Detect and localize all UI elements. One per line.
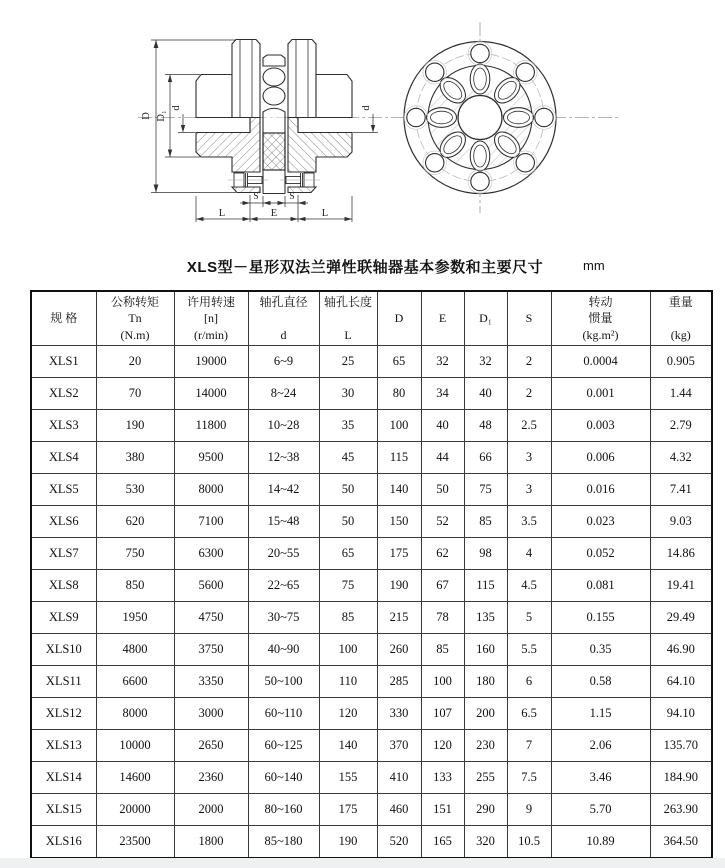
value-cell: 180 [464,666,507,698]
value-cell: 330 [377,698,421,730]
value-cell: 8~24 [248,378,319,410]
value-cell: 135.70 [650,730,712,762]
model-cell: XLS9 [31,602,96,634]
value-cell: 320 [464,826,507,859]
value-cell: 0.052 [551,538,650,570]
value-cell: 3000 [174,698,248,730]
value-cell: 2.79 [650,410,712,442]
model-cell: XLS13 [31,730,96,762]
value-cell: 140 [377,474,421,506]
value-cell: 32 [464,346,507,378]
value-cell: 4800 [96,634,174,666]
left-section-hatch [196,118,260,173]
column-header: 公称转矩 Tn (N.m) [96,291,174,346]
model-cell: XLS16 [31,826,96,859]
model-cell: XLS12 [31,698,96,730]
front-view [357,42,609,226]
value-cell: 9 [507,794,551,826]
value-cell: 40 [464,378,507,410]
right-flange-outline [288,40,316,118]
value-cell: 85 [464,506,507,538]
value-cell: 190 [377,570,421,602]
value-cell: 44 [421,442,464,474]
value-cell: 0.35 [551,634,650,666]
value-cell: 40~90 [248,634,319,666]
left-hub-outline [196,75,232,118]
value-cell: 15~48 [248,506,319,538]
value-cell: 2 [507,378,551,410]
value-cell: 1950 [96,602,174,634]
value-cell: 4.5 [507,570,551,602]
value-cell: 6 [507,666,551,698]
dim-label-L-right: L [321,208,329,219]
value-cell: 7.41 [650,474,712,506]
value-cell: 65 [377,346,421,378]
value-cell: 165 [421,826,464,859]
value-cell: 20~55 [248,538,319,570]
value-cell: 25 [319,346,377,378]
spec-table-head [31,291,712,346]
value-cell: 75 [464,474,507,506]
dim-label-D1: D₁ [156,110,167,122]
value-cell: 30~75 [248,602,319,634]
value-cell: 14.86 [650,538,712,570]
value-cell: 60~110 [248,698,319,730]
value-cell: 6.5 [507,698,551,730]
dim-label-L-left: L [218,208,226,219]
value-cell: 75 [319,570,377,602]
value-cell: 115 [377,442,421,474]
column-header: D [377,291,421,346]
value-cell: 78 [421,602,464,634]
value-cell: 1.15 [551,698,650,730]
table-row [31,474,712,506]
column-header: 许用转速 [n] (r/min) [174,291,248,346]
value-cell: 0.58 [551,666,650,698]
value-cell: 2 [507,346,551,378]
value-cell: 30 [319,378,377,410]
value-cell: 110 [319,666,377,698]
side-view [196,40,352,194]
value-cell: 175 [319,794,377,826]
value-cell: 20000 [96,794,174,826]
value-cell: 2.5 [507,410,551,442]
value-cell: 67 [421,570,464,602]
value-cell: 155 [319,762,377,794]
value-cell: 8000 [174,474,248,506]
value-cell: 98 [464,538,507,570]
value-cell: 19.41 [650,570,712,602]
model-cell: XLS14 [31,762,96,794]
value-cell: 50 [319,506,377,538]
value-cell: 40 [421,410,464,442]
value-cell: 3 [507,474,551,506]
model-cell: XLS10 [31,634,96,666]
value-cell: 20 [96,346,174,378]
model-cell: XLS7 [31,538,96,570]
value-cell: 0.905 [650,346,712,378]
value-cell: 1.44 [650,378,712,410]
value-cell: 133 [421,762,464,794]
value-cell: 52 [421,506,464,538]
column-header: D₁ [464,291,507,346]
value-cell: 10.5 [507,826,551,859]
column-header: 转动 惯量 (kg.m²) [551,291,650,346]
model-cell: XLS3 [31,410,96,442]
value-cell: 620 [96,506,174,538]
column-header: S [507,291,551,346]
value-cell: 3.5 [507,506,551,538]
table-row [31,634,712,666]
value-cell: 3 [507,442,551,474]
value-cell: 62 [421,538,464,570]
unit-label: mm [583,258,605,273]
dim-label-d-right: d [361,105,372,111]
value-cell: 150 [377,506,421,538]
value-cell: 100 [421,666,464,698]
center-bore-circle [458,96,502,140]
dim-label-E: E [270,208,278,219]
value-cell: 80 [377,378,421,410]
value-cell: 2650 [174,730,248,762]
column-header: 重量 (kg) [650,291,712,346]
column-header: 轴孔长度 L [319,291,377,346]
right-section-hatch [288,118,352,173]
model-cell: XLS4 [31,442,96,474]
value-cell: 11800 [174,410,248,442]
value-cell: 0.023 [551,506,650,538]
value-cell: 460 [377,794,421,826]
column-header: 规 格 [31,291,96,346]
value-cell: 115 [464,570,507,602]
value-cell: 60~125 [248,730,319,762]
value-cell: 160 [464,634,507,666]
model-cell: XLS6 [31,506,96,538]
value-cell: 0.0004 [551,346,650,378]
value-cell: 10000 [96,730,174,762]
value-cell: 94.10 [650,698,712,730]
value-cell: 3750 [174,634,248,666]
value-cell: 66 [464,442,507,474]
value-cell: 9500 [174,442,248,474]
value-cell: 370 [377,730,421,762]
model-cell: XLS8 [31,570,96,602]
value-cell: 2000 [174,794,248,826]
value-cell: 215 [377,602,421,634]
value-cell: 6~9 [248,346,319,378]
table-row [31,602,712,634]
table-row [31,346,712,378]
page-title: XLS型－星形双法兰弹性联轴器基本参数和主要尺寸 [186,259,544,276]
value-cell: 200 [464,698,507,730]
value-cell: 380 [96,442,174,474]
value-cell: 7 [507,730,551,762]
value-cell: 0.016 [551,474,650,506]
value-cell: 520 [377,826,421,859]
model-cell: XLS11 [31,666,96,698]
model-cell: XLS1 [31,346,96,378]
table-row [31,698,712,730]
value-cell: 530 [96,474,174,506]
table-row [31,826,712,859]
table-row [31,442,712,474]
value-cell: 14600 [96,762,174,794]
value-cell: 35 [319,410,377,442]
value-cell: 3.46 [551,762,650,794]
table-row [31,570,712,602]
value-cell: 290 [464,794,507,826]
value-cell: 5 [507,602,551,634]
value-cell: 120 [319,698,377,730]
value-cell: 364.50 [650,826,712,859]
column-header: E [421,291,464,346]
value-cell: 750 [96,538,174,570]
coupling-drawing [0,0,725,252]
value-cell: 45 [319,442,377,474]
model-cell: XLS2 [31,378,96,410]
value-cell: 1800 [174,826,248,859]
value-cell: 85 [421,634,464,666]
value-cell: 50 [319,474,377,506]
value-cell: 0.003 [551,410,650,442]
value-cell: 263.90 [650,794,712,826]
value-cell: 10~28 [248,410,319,442]
table-row [31,730,712,762]
value-cell: 100 [319,634,377,666]
value-cell: 14~42 [248,474,319,506]
value-cell: 0.155 [551,602,650,634]
value-cell: 175 [377,538,421,570]
value-cell: 140 [319,730,377,762]
value-cell: 184.90 [650,762,712,794]
spec-table-body [31,346,712,859]
value-cell: 19000 [174,346,248,378]
right-hub-outline [316,75,352,118]
value-cell: 850 [96,570,174,602]
value-cell: 100 [377,410,421,442]
value-cell: 34 [421,378,464,410]
value-cell: 260 [377,634,421,666]
value-cell: 120 [421,730,464,762]
value-cell: 2360 [174,762,248,794]
column-header: 轴孔直径 d [248,291,319,346]
value-cell: 5.5 [507,634,551,666]
header-row [31,291,712,346]
dim-label-S-right: S [289,192,295,202]
value-cell: 23500 [96,826,174,859]
value-cell: 0.001 [551,378,650,410]
value-cell: 0.006 [551,442,650,474]
value-cell: 48 [464,410,507,442]
value-cell: 80~160 [248,794,319,826]
value-cell: 4750 [174,602,248,634]
value-cell: 135 [464,602,507,634]
value-cell: 50~100 [248,666,319,698]
table-row [31,378,712,410]
model-cell: XLS5 [31,474,96,506]
value-cell: 5.70 [551,794,650,826]
model-cell: XLS15 [31,794,96,826]
value-cell: 85~180 [248,826,319,859]
value-cell: 29.49 [650,602,712,634]
value-cell: 4 [507,538,551,570]
dim-label-D: D [141,112,152,120]
value-cell: 14000 [174,378,248,410]
value-cell: 10.89 [551,826,650,859]
value-cell: 22~65 [248,570,319,602]
table-row [31,666,712,698]
value-cell: 7100 [174,506,248,538]
table-row [31,506,712,538]
table-row [31,762,712,794]
table-row [31,538,712,570]
value-cell: 107 [421,698,464,730]
value-cell: 50 [421,474,464,506]
value-cell: 65 [319,538,377,570]
value-cell: 285 [377,666,421,698]
value-cell: 410 [377,762,421,794]
spec-table [30,290,713,859]
value-cell: 190 [96,410,174,442]
value-cell: 5600 [174,570,248,602]
value-cell: 60~140 [248,762,319,794]
value-cell: 32 [421,346,464,378]
dim-label-d-left: d [171,105,182,111]
value-cell: 6300 [174,538,248,570]
value-cell: 230 [464,730,507,762]
value-cell: 0.081 [551,570,650,602]
value-cell: 7.5 [507,762,551,794]
value-cell: 6600 [96,666,174,698]
value-cell: 190 [319,826,377,859]
dim-label-S-left: S [253,192,259,202]
value-cell: 85 [319,602,377,634]
value-cell: 3350 [174,666,248,698]
elastic-element-side [263,55,285,118]
dimension-lines [151,40,378,222]
value-cell: 12~38 [248,442,319,474]
value-cell: 70 [96,378,174,410]
value-cell: 9.03 [650,506,712,538]
value-cell: 255 [464,762,507,794]
value-cell: 64.10 [650,666,712,698]
table-row [31,410,712,442]
value-cell: 46.90 [650,634,712,666]
value-cell: 2.06 [551,730,650,762]
value-cell: 8000 [96,698,174,730]
bottom-strip [0,858,725,868]
value-cell: 4.32 [650,442,712,474]
left-flange-outline [232,40,260,118]
value-cell: 151 [421,794,464,826]
table-row [31,794,712,826]
